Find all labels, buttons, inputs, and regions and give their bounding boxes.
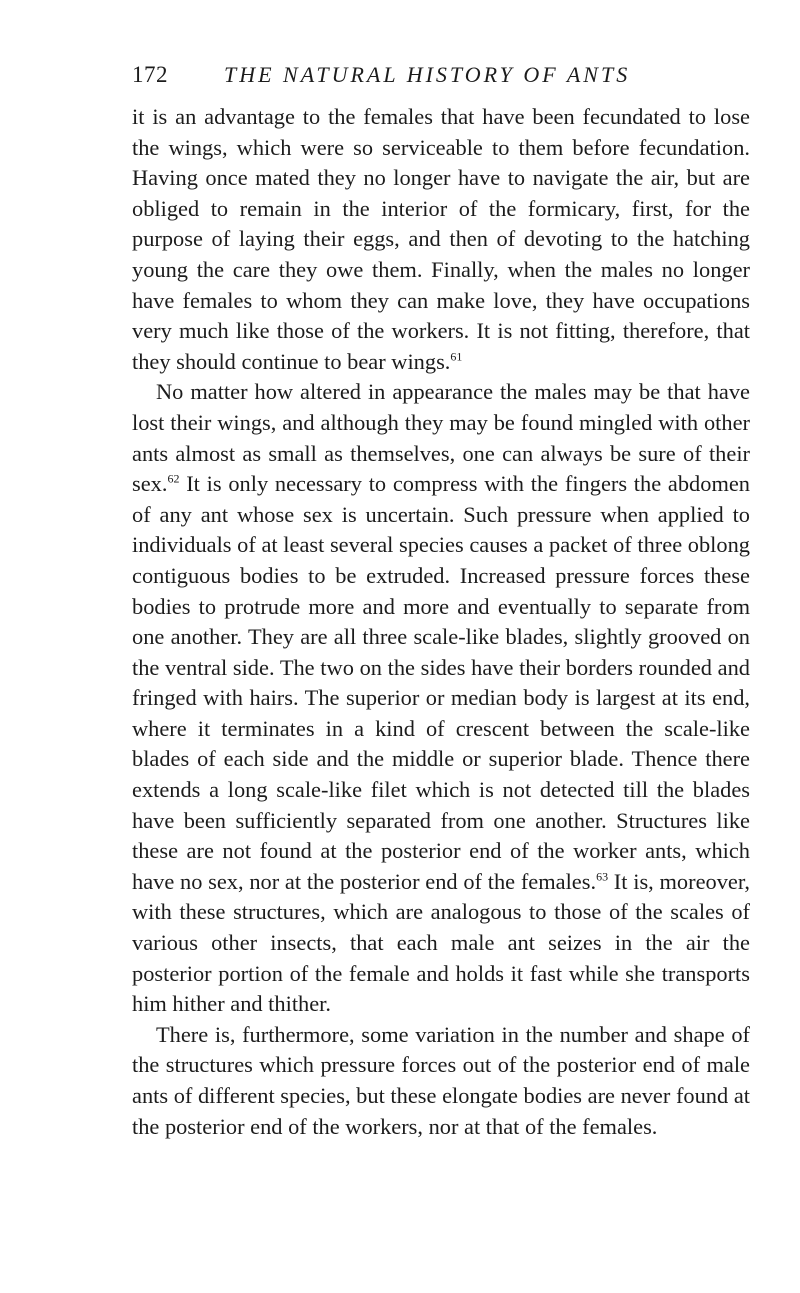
book-page [132,62,750,1142]
paragraph [132,377,750,1019]
paragraph-text: It is, moreover, with these structures, which are analogous to those of the scales of various other insects, that each male ant seizes in the air the posterior portion of the female and holds it fast while she transports him hither and thither. [132,868,750,1017]
body-text [132,102,750,1142]
footnote-reference: 61 [450,349,463,364]
running-title: THE NATURAL HISTORY OF ANTS [224,62,631,87]
page-number: 172 [132,62,168,87]
paragraph [132,102,750,377]
footnote-reference: 63 [596,869,609,884]
footnote-reference: 62 [167,471,180,486]
paragraph-text: it is an advantage to the females that have been fecundated to lose the wings, which were so serviceable to them before fecundation. Having once mated they no longer have to navigate the air, but are obliged to remain in the interior of the formicary, first, for the purpose of laying their eggs, and then of devoting to the hatching young the care they owe them. Finally, when the males no longer have females to whom they can make love, they have occupations very much like those of the workers. It is not fitting, therefore, that they should continue to bear wings. [132,104,750,374]
paragraph-text: It is only necessary to compress with the fingers the abdomen of any ant whose sex is uncertain. Such pressure when applied to individuals of at least several species causes a packet of three oblong contiguous bodies to be extruded. Increased pressure forces these bodies to protrude more and more and eventually to separate from one another. They are all three scale-like blades, slightly grooved on the ventral side. The two on the sides have their borders rounded and fringed with hairs. The superior or median body is largest at its end, where it terminates in a kind of crescent between the scale-like blades of each side and the middle or superior blade. Thence there extends a long scale-like filet which is not detected till the blades have been sufficiently separated from one another. Structures like these are not found at the posterior end of the worker ants, which have no sex, nor at the posterior end of the females. [132,471,750,894]
paragraph [132,1020,750,1142]
running-header [132,62,750,102]
paragraph-text: There is, furthermore, some variation in the number and shape of the structures which pressure forces out of the posterior end of male ants of different species, but these elongate bodies are never found at the posterior end of the workers, nor at that of the females. [132,1021,750,1139]
paragraph-text: No matter how altered in appearance the males may be that have lost their wings, and although they may be found mingled with other ants almost as small as themselves, one can always be sure of their sex. [132,379,750,497]
